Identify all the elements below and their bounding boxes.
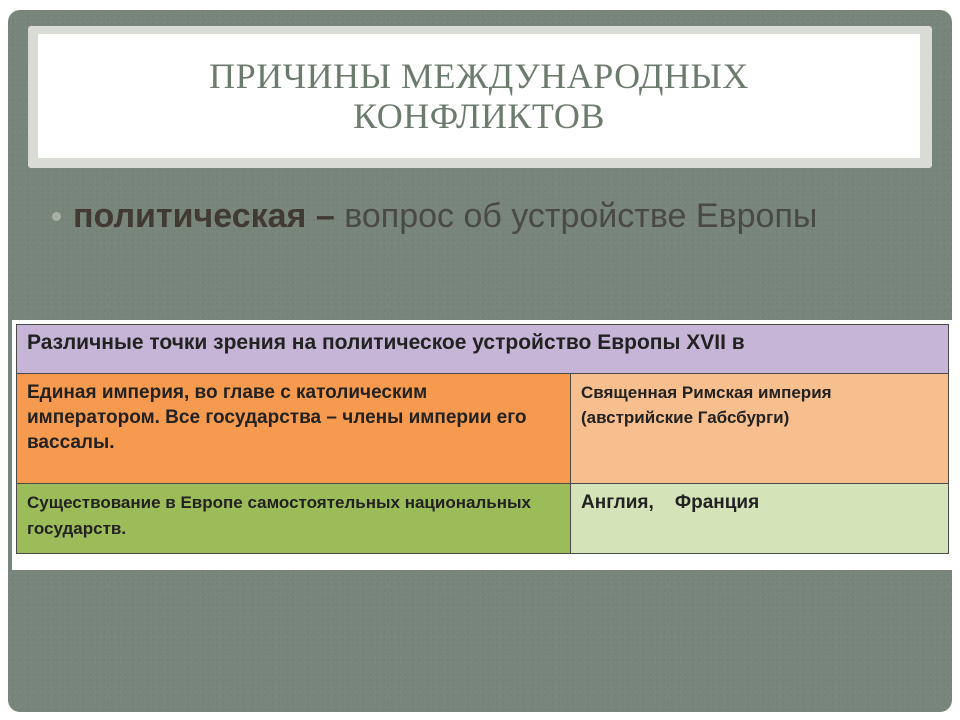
slide-title-line-2: КОНФЛИКТОВ — [353, 96, 605, 136]
supporters-cell-empire: Священная Римская империя (австрийские Габсбурги) — [571, 374, 949, 484]
bullet-term: политическая – — [73, 197, 335, 235]
table-header-row — [17, 325, 949, 374]
bullet-definition: вопрос об устройстве Европы — [334, 197, 818, 235]
bullet-dot-icon — [52, 212, 61, 221]
table-row — [17, 484, 949, 554]
table-container — [12, 320, 952, 570]
table-row — [17, 374, 949, 484]
slide-title — [209, 56, 749, 136]
supporters-cell-nation: Англия, Франция — [571, 484, 949, 554]
bullet-text — [73, 196, 817, 236]
title-box — [38, 34, 920, 158]
table-header-cell: Различные точки зрения на политическое устройство Европы XVII в — [17, 325, 949, 374]
view-cell-nation: Существование в Европе самостоятельных национальных государств. — [17, 484, 571, 554]
slide-title-line-1: ПРИЧИНЫ МЕЖДУНАРОДНЫХ — [209, 56, 749, 96]
views-table — [16, 324, 949, 554]
bullet-point — [52, 196, 872, 236]
view-cell-empire: Единая империя, во главе с католическим императором. Все государства – члены империи его вассалы. — [17, 374, 571, 484]
